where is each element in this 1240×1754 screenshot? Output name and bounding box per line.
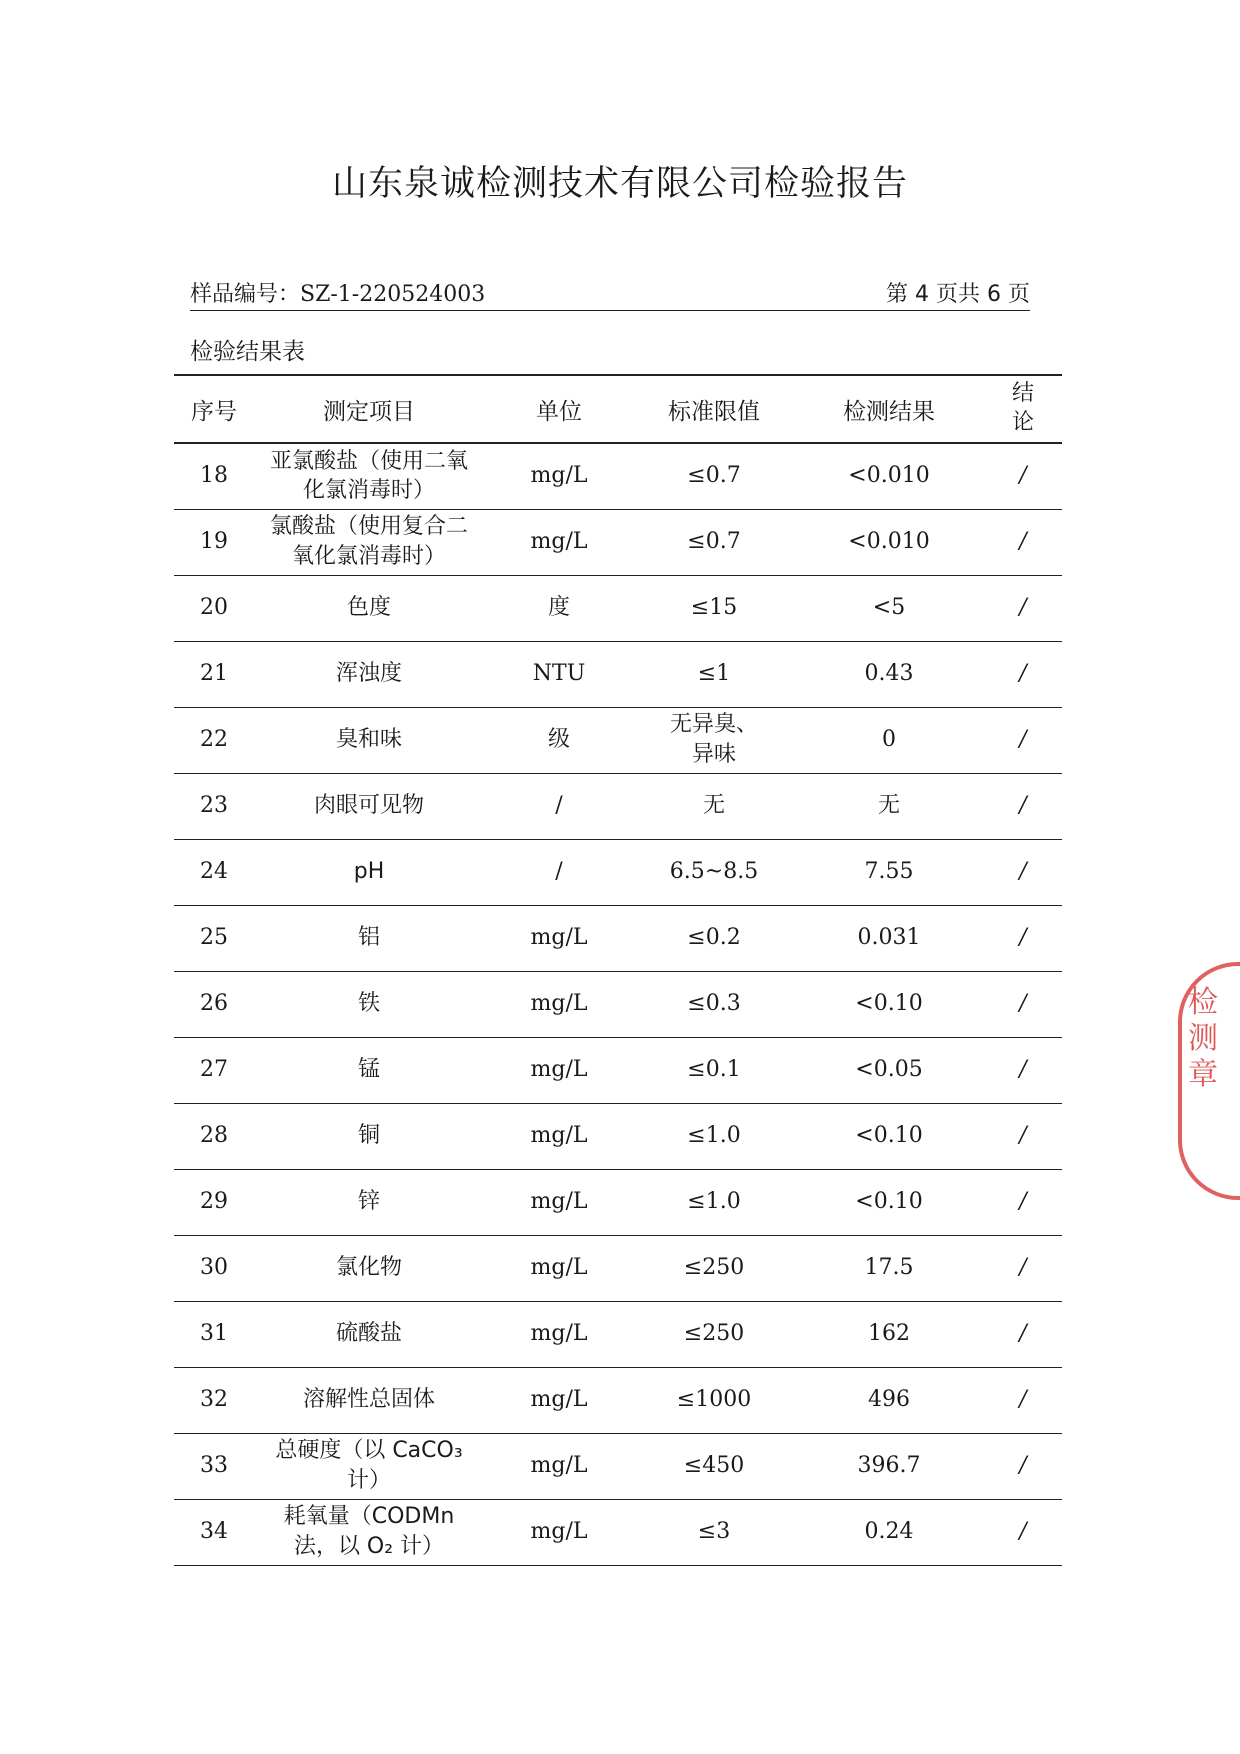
cell-conclusion: / [984,971,1062,1037]
cell-item: 浑浊度 [254,641,484,707]
cell-item: 氯酸盐（使用复合二氧化氯消毒时） [254,509,484,575]
cell-item: 臭和味 [254,707,484,773]
cell-item: 铝 [254,905,484,971]
cell-limit: 6.5~8.5 [634,839,794,905]
cell-no: 24 [174,839,254,905]
table-row [174,1499,1062,1565]
cell-result: 无 [794,773,984,839]
cell-conclusion: / [984,575,1062,641]
header-item: 测定项目 [254,375,484,443]
cell-limit: ≤0.7 [634,443,794,509]
cell-result: 0.43 [794,641,984,707]
cell-unit: 级 [484,707,634,773]
table-row [174,1301,1062,1367]
cell-limit: ≤250 [634,1301,794,1367]
table-row [174,443,1062,509]
table-caption: 检验结果表 [190,339,305,365]
cell-result: <0.10 [794,1169,984,1235]
cell-conclusion: / [984,509,1062,575]
cell-limit: ≤0.3 [634,971,794,1037]
cell-unit: mg/L [484,905,634,971]
table-row [174,509,1062,575]
table-row [174,641,1062,707]
cell-item: 溶解性总固体 [254,1367,484,1433]
table-row [174,1433,1062,1499]
cell-limit: ≤15 [634,575,794,641]
cell-limit: ≤3 [634,1499,794,1565]
header-conclusion [984,375,1062,443]
cell-item: 硫酸盐 [254,1301,484,1367]
cell-unit: / [484,839,634,905]
results-table [174,374,1062,1566]
cell-result: <0.10 [794,971,984,1037]
cell-result: 496 [794,1367,984,1433]
cell-no: 29 [174,1169,254,1235]
header-conclusion-text: 结论 [1011,381,1034,435]
cell-limit: ≤1 [634,641,794,707]
cell-unit: mg/L [484,1235,634,1301]
cell-unit: mg/L [484,1301,634,1367]
table-header-row [174,375,1062,443]
table-row [174,773,1062,839]
cell-no: 22 [174,707,254,773]
cell-unit: mg/L [484,509,634,575]
cell-unit: 度 [484,575,634,641]
cell-result: 0 [794,707,984,773]
cell-unit: / [484,773,634,839]
cell-result: <0.05 [794,1037,984,1103]
table-row [174,971,1062,1037]
cell-item: 色度 [254,575,484,641]
cell-limit: 无 [634,773,794,839]
cell-conclusion: / [984,773,1062,839]
cell-no: 23 [174,773,254,839]
cell-unit: mg/L [484,1433,634,1499]
cell-item: 耗氧量（CODMn 法，以 O₂ 计） [254,1499,484,1565]
cell-limit: ≤0.1 [634,1037,794,1103]
cell-conclusion: / [984,641,1062,707]
cell-unit: mg/L [484,971,634,1037]
cell-item: 氯化物 [254,1235,484,1301]
table-row [174,1037,1062,1103]
cell-item: 锰 [254,1037,484,1103]
cell-item: 铁 [254,971,484,1037]
cell-conclusion: / [984,1235,1062,1301]
cell-unit: mg/L [484,1169,634,1235]
cell-conclusion: / [984,1433,1062,1499]
report-title: 山东泉诚检测技术有限公司检验报告 [331,164,908,204]
cell-no: 21 [174,641,254,707]
cell-no: 20 [174,575,254,641]
table-row [174,707,1062,773]
cell-no: 30 [174,1235,254,1301]
cell-limit: ≤0.7 [634,509,794,575]
cell-item: 亚氯酸盐（使用二氧化氯消毒时） [254,443,484,509]
table-row [174,905,1062,971]
cell-result: <5 [794,575,984,641]
cell-item: 铜 [254,1103,484,1169]
cell-item: pH [254,839,484,905]
table-row [174,839,1062,905]
cell-item: 锌 [254,1169,484,1235]
cell-unit: mg/L [484,443,634,509]
cell-result: 17.5 [794,1235,984,1301]
header-limit: 标准限值 [634,375,794,443]
table-row [174,1103,1062,1169]
cell-limit: ≤0.2 [634,905,794,971]
cell-conclusion: / [984,839,1062,905]
cell-no: 31 [174,1301,254,1367]
cell-limit: ≤1.0 [634,1103,794,1169]
sample-number [190,277,485,308]
cell-conclusion: / [984,1499,1062,1565]
sample-number-value: SZ-1-220524003 [300,282,486,307]
cell-no: 25 [174,905,254,971]
cell-conclusion: / [984,1037,1062,1103]
cell-unit: mg/L [484,1037,634,1103]
cell-result: <0.010 [794,443,984,509]
cell-unit: NTU [484,641,634,707]
page-info: 第 4 页共 6 页 [886,282,1030,307]
cell-conclusion: / [984,1103,1062,1169]
cell-no: 33 [174,1433,254,1499]
header-unit: 单位 [484,375,634,443]
cell-unit: mg/L [484,1499,634,1565]
cell-result: <0.10 [794,1103,984,1169]
cell-limit: 无异臭、异味 [634,707,794,773]
cell-limit: ≤250 [634,1235,794,1301]
cell-result: 7.55 [794,839,984,905]
table-row [174,575,1062,641]
cell-conclusion: / [984,1367,1062,1433]
cell-conclusion: / [984,1169,1062,1235]
cell-result: 0.24 [794,1499,984,1565]
cell-result: <0.010 [794,509,984,575]
table-row [174,1235,1062,1301]
cell-no: 27 [174,1037,254,1103]
sample-number-label: 样品编号： [190,282,301,307]
cell-result: 0.031 [794,905,984,971]
table-row [174,1367,1062,1433]
cell-no: 34 [174,1499,254,1565]
cell-no: 26 [174,971,254,1037]
stamp-seal-text: 检测章 [1188,985,1218,1092]
cell-conclusion: / [984,443,1062,509]
cell-item: 总硬度（以 CaCO₃ 计） [254,1433,484,1499]
cell-conclusion: / [984,905,1062,971]
cell-conclusion: / [984,1301,1062,1367]
header-result: 检测结果 [794,375,984,443]
results-body [174,443,1062,1565]
header-no: 序号 [174,375,254,443]
cell-result: 162 [794,1301,984,1367]
cell-limit: ≤450 [634,1433,794,1499]
cell-no: 18 [174,443,254,509]
cell-unit: mg/L [484,1367,634,1433]
report-meta-line [190,280,1030,311]
cell-unit: mg/L [484,1103,634,1169]
cell-item: 肉眼可见物 [254,773,484,839]
table-row [174,1169,1062,1235]
cell-conclusion: / [984,707,1062,773]
cell-limit: ≤1.0 [634,1169,794,1235]
cell-no: 32 [174,1367,254,1433]
cell-result: 396.7 [794,1433,984,1499]
cell-no: 19 [174,509,254,575]
cell-limit: ≤1000 [634,1367,794,1433]
cell-no: 28 [174,1103,254,1169]
